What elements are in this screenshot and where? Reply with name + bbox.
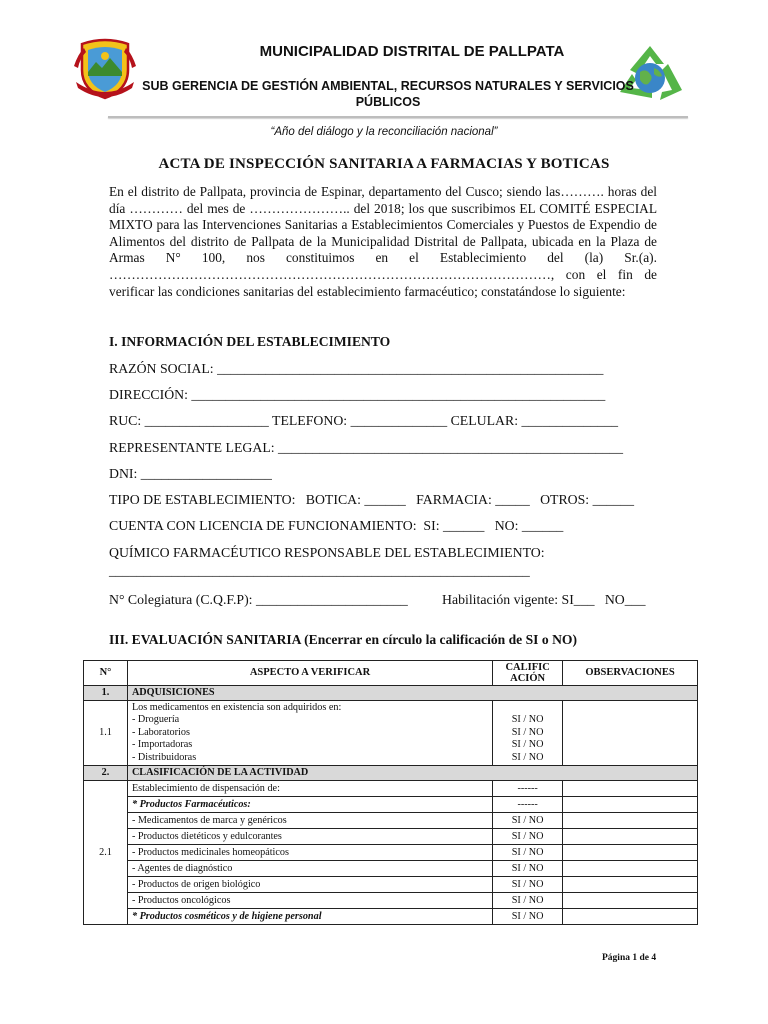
col-calificacion: CALIFIC ACIÓN <box>493 661 563 686</box>
intro-paragraph: En el distrito de Pallpata, provincia de Espinar, departamento del Cusco; siendo las………. horas del día ………… del mes de ………………….. del 2018; los que suscribimos EL COMITÉ ESPECIAL MIXTO para las Intervenciones Sanitarias a Establecimientos Comerciales y Puestos de Expendio de Alimentos del distrito de Pallpata de la Municipalidad Distrital de Pallpata, ubicada en la Plaza de Armas N° 100, nos constituimos en el Establecimiento del (la) Sr.(a). ………………………………………………………………………………………, con el fin de verificar las condiciones sanitarias del establecimiento farmacéutico; constatándose lo siguiente: <box>109 184 657 299</box>
group-1-row <box>84 686 698 701</box>
aspecto-line: - Importadoras <box>131 739 193 751</box>
calificacion-cell: ------ <box>493 797 563 813</box>
aspecto-cell: - Productos de origen biológico <box>127 877 492 893</box>
aspecto-cell: - Productos dietéticos y edulcorantes <box>127 829 492 845</box>
aspecto-cell: Establecimiento de dispensación de: <box>127 781 492 797</box>
calificacion-cell: ------ <box>493 781 563 797</box>
rating-option[interactable]: SI / NO <box>493 861 563 877</box>
tipo-establecimiento-field[interactable]: TIPO DE ESTABLECIMIENTO: BOTICA: ______ FARMACIA: _____ OTROS: ______ <box>109 492 634 507</box>
aspecto-cell: - Agentes de diagnóstico <box>127 861 492 877</box>
observaciones-cell[interactable] <box>563 829 698 845</box>
row-num: 1.1 <box>84 701 128 766</box>
table-row <box>84 701 698 766</box>
group-1-num: 1. <box>84 686 128 701</box>
habilitacion-field[interactable]: Habilitación vigente: SI___ NO___ <box>442 592 646 607</box>
calificacion-cell <box>493 701 563 766</box>
rating-option[interactable]: SI / NO <box>493 893 563 909</box>
document-title: ACTA DE INSPECCIÓN SANITARIA A FARMACIAS Y BOTICAS <box>158 156 610 172</box>
observaciones-cell[interactable] <box>563 909 698 925</box>
rating-option[interactable]: SI / NO <box>493 909 563 925</box>
header-divider <box>108 116 688 118</box>
table-row <box>84 797 698 813</box>
rating-option[interactable]: SI / NO <box>493 845 563 861</box>
rating-option[interactable]: SI / NO <box>511 739 544 751</box>
observaciones-cell[interactable] <box>563 701 698 766</box>
table-row <box>84 893 698 909</box>
quimico-label: QUÍMICO FARMACÉUTICO RESPONSABLE DEL ESTABLECIMIENTO: <box>109 545 545 560</box>
observaciones-cell[interactable] <box>563 813 698 829</box>
table-row <box>84 909 698 925</box>
direccion-field[interactable]: DIRECCIÓN: ____________________________________________________________ <box>109 387 606 402</box>
aspecto-line: - Droguería <box>131 714 180 726</box>
razon-social-field[interactable]: RAZÓN SOCIAL: ________________________________________________________ <box>109 361 604 376</box>
aspecto-cell <box>127 701 492 766</box>
office-line-2: PÚBLICOS <box>355 95 421 109</box>
rating-option[interactable]: SI / NO <box>493 877 563 893</box>
observaciones-cell[interactable] <box>563 845 698 861</box>
ruc-phone-field[interactable]: RUC: __________________ TELEFONO: ______________ CELULAR: ______________ <box>109 413 619 428</box>
col-observaciones: OBSERVACIONES <box>563 661 698 686</box>
rating-option[interactable]: SI / NO <box>511 726 544 738</box>
representante-field[interactable]: REPRESENTANTE LEGAL: __________________________________________________ <box>109 440 623 455</box>
rating-option[interactable]: SI / NO <box>493 813 563 829</box>
observaciones-cell[interactable] <box>563 861 698 877</box>
table-row <box>84 877 698 893</box>
row-num: 2.1 <box>84 781 128 925</box>
group-2-row <box>84 766 698 781</box>
group-2-num: 2. <box>84 766 128 781</box>
table-row <box>84 845 698 861</box>
aspecto-cell: - Medicamentos de marca y genéricos <box>127 813 492 829</box>
group-1-label: ADQUISICIONES <box>127 686 697 701</box>
section-3-heading: III. EVALUACIÓN SANITARIA (Encerrar en círculo la calificación de SI o NO) <box>109 632 577 647</box>
observaciones-cell[interactable] <box>563 781 698 797</box>
table-row <box>84 813 698 829</box>
table-header-row <box>84 661 698 686</box>
office-line-1: SUB GERENCIA DE GESTIÓN AMBIENTAL, RECURSOS NATURALES Y SERVICIOS <box>142 79 634 93</box>
quimico-field[interactable]: _____________________________________________________________ <box>109 563 530 578</box>
aspecto-line: - Laboratorios <box>131 726 190 738</box>
rating-option[interactable]: SI / NO <box>511 714 544 726</box>
aspecto-cell: - Productos oncológicos <box>127 893 492 909</box>
col-aspecto: ASPECTO A VERIFICAR <box>127 661 492 686</box>
section-1-heading: I. INFORMACIÓN DEL ESTABLECIMIENTO <box>109 334 391 349</box>
rating-option[interactable]: SI / NO <box>511 751 544 763</box>
page-number: Página 1 de 4 <box>602 953 657 963</box>
observaciones-cell[interactable] <box>563 877 698 893</box>
table-row <box>84 781 698 797</box>
aspecto-cell: * Productos cosméticos y de higiene personal <box>127 909 492 925</box>
institution-name: MUNICIPALIDAD DISTRITAL DE PALLPATA <box>259 43 565 60</box>
evaluation-table <box>83 660 698 925</box>
dni-field[interactable]: DNI: ___________________ <box>109 466 272 481</box>
aspecto-line: - Distribuidoras <box>131 751 197 763</box>
rating-option[interactable]: SI / NO <box>493 829 563 845</box>
observaciones-cell[interactable] <box>563 893 698 909</box>
col-num: N° <box>84 661 128 686</box>
aspecto-cell: - Productos medicinales homeopáticos <box>127 845 492 861</box>
motto: “Año del diálogo y la reconciliación nacional” <box>270 126 498 138</box>
licencia-field[interactable]: CUENTA CON LICENCIA DE FUNCIONAMIENTO: SI: ______ NO: ______ <box>109 518 564 533</box>
colegiatura-field[interactable]: N° Colegiatura (C.Q.F.P): ______________________ <box>109 592 408 607</box>
office-name <box>128 78 648 110</box>
group-2-label: CLASIFICACIÓN DE LA ACTIVIDAD <box>127 766 697 781</box>
aspecto-cell: * Productos Farmacéuticos: <box>127 797 492 813</box>
observaciones-cell[interactable] <box>563 797 698 813</box>
table-row <box>84 829 698 845</box>
table-row <box>84 861 698 877</box>
aspecto-line: Los medicamentos en existencia son adquiridos en: <box>131 702 342 713</box>
